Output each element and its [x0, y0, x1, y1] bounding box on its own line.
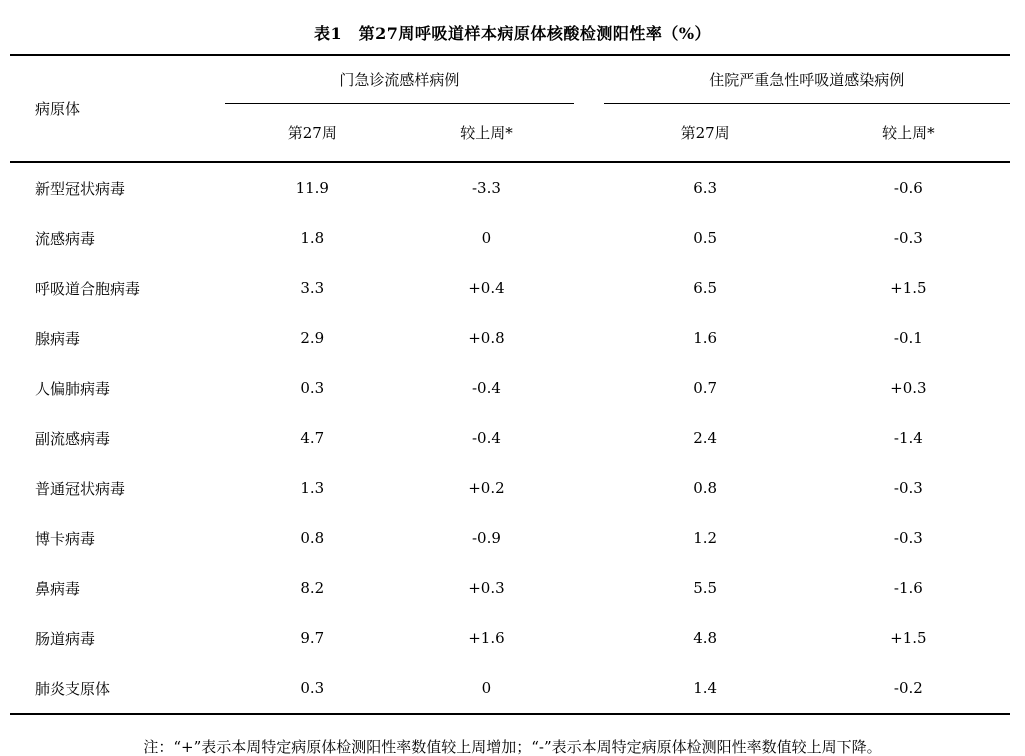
- column-gap: [574, 663, 604, 714]
- table-row: [10, 263, 1010, 313]
- sari-week-value: 1.2: [693, 529, 718, 547]
- opd-change-header: 较上周*: [399, 104, 573, 163]
- group-header-row: [10, 55, 1010, 104]
- opd-week-value: 3.3: [300, 279, 325, 297]
- opd-week-value: 4.7: [300, 429, 325, 447]
- sari-change-value: +0.3: [890, 379, 927, 397]
- pathogen-name: 博卡病毒: [35, 529, 96, 548]
- opd-change-value: 0: [481, 229, 492, 247]
- sari-week-value: 1.6: [693, 329, 718, 347]
- table-body: [10, 162, 1010, 714]
- opd-week-value: 11.9: [295, 179, 329, 197]
- sari-change-value: +1.5: [890, 279, 927, 297]
- opd-change-value: +0.3: [468, 579, 505, 597]
- pathogen-column-header: 病原体: [10, 55, 225, 162]
- pathogen-name: 呼吸道合胞病毒: [35, 279, 141, 298]
- table-row: [10, 363, 1010, 413]
- opd-change-value: 0: [481, 679, 492, 697]
- sari-week-value: 0.5: [693, 229, 718, 247]
- sari-change-value: -0.3: [893, 479, 923, 497]
- table-row: [10, 313, 1010, 363]
- sari-change-value: -0.1: [893, 329, 923, 347]
- opd-week-value: 2.9: [300, 329, 325, 347]
- sari-change-value: +1.5: [890, 629, 927, 647]
- table-row: [10, 613, 1010, 663]
- opd-week-value: 0.3: [300, 379, 325, 397]
- column-gap: [574, 463, 604, 513]
- pathogen-name: 肠道病毒: [35, 629, 96, 648]
- sari-week-value: 6.5: [693, 279, 718, 297]
- sari-change-value: -1.6: [893, 579, 923, 597]
- column-gap: [574, 563, 604, 613]
- column-gap: [574, 363, 604, 413]
- sari-week-header: 第27周: [604, 104, 807, 163]
- column-gap: [574, 263, 604, 313]
- table-footnote: 注：“+”表示本周特定病原体检测阳性率数值较上周增加；“-”表示本周特定病原体检测阳性率数值较上周下降。: [143, 738, 882, 756]
- column-gap: [574, 55, 604, 104]
- pathogen-name: 新型冠状病毒: [35, 179, 126, 198]
- group-header-outpatient-ili: 门急诊流感样病例: [225, 55, 573, 104]
- pathogen-name: 普通冠状病毒: [35, 479, 126, 498]
- opd-change-value: +0.4: [468, 279, 505, 297]
- opd-change-value: -0.9: [471, 529, 501, 547]
- column-gap: [574, 313, 604, 363]
- table-row: [10, 563, 1010, 613]
- pathogen-name: 肺炎支原体: [35, 679, 111, 698]
- table-row: [10, 513, 1010, 563]
- sari-change-value: -0.2: [893, 679, 923, 697]
- opd-change-value: +0.8: [468, 329, 505, 347]
- column-gap: [574, 413, 604, 463]
- sari-week-value: 0.7: [693, 379, 718, 397]
- table-row: [10, 213, 1010, 263]
- sari-week-value: 4.8: [693, 629, 718, 647]
- sari-change-header: 较上周*: [807, 104, 1010, 163]
- sari-week-value: 5.5: [693, 579, 718, 597]
- column-gap: [574, 513, 604, 563]
- opd-change-value: +0.2: [468, 479, 505, 497]
- table-row: [10, 463, 1010, 513]
- sari-change-value: -0.3: [893, 529, 923, 547]
- opd-week-value: 0.8: [300, 529, 325, 547]
- opd-change-value: +1.6: [468, 629, 505, 647]
- opd-week-value: 0.3: [300, 679, 325, 697]
- pathogen-name: 流感病毒: [35, 229, 96, 248]
- sari-change-value: -0.3: [893, 229, 923, 247]
- sari-change-value: -0.6: [893, 179, 923, 197]
- sari-change-value: -1.4: [893, 429, 923, 447]
- opd-week-value: 1.8: [300, 229, 325, 247]
- pathogen-name: 人偏肺病毒: [35, 379, 111, 398]
- sari-week-value: 6.3: [693, 179, 718, 197]
- table-row: [10, 413, 1010, 463]
- positivity-table: [10, 54, 1010, 715]
- table-row: [10, 663, 1010, 714]
- column-gap: [574, 213, 604, 263]
- table-row: [10, 162, 1010, 213]
- group-header-hospitalized-sari: 住院严重急性呼吸道感染病例: [604, 55, 1010, 104]
- opd-change-value: -3.3: [471, 179, 501, 197]
- sari-week-value: 2.4: [693, 429, 718, 447]
- opd-change-value: -0.4: [471, 379, 501, 397]
- pathogen-name: 腺病毒: [35, 329, 81, 348]
- pathogen-name: 鼻病毒: [35, 579, 81, 598]
- sari-week-value: 1.4: [693, 679, 718, 697]
- sari-week-value: 0.8: [693, 479, 718, 497]
- opd-week-value: 8.2: [300, 579, 325, 597]
- column-gap: [574, 162, 604, 213]
- opd-week-value: 1.3: [300, 479, 325, 497]
- column-gap: [574, 104, 604, 163]
- opd-change-value: -0.4: [471, 429, 501, 447]
- pathogen-name: 副流感病毒: [35, 429, 111, 448]
- opd-week-value: 9.7: [300, 629, 325, 647]
- opd-week-header: 第27周: [225, 104, 399, 163]
- table-title: 表1 第27周呼吸道样本病原体核酸检测阳性率（%）: [313, 24, 712, 43]
- column-gap: [574, 613, 604, 663]
